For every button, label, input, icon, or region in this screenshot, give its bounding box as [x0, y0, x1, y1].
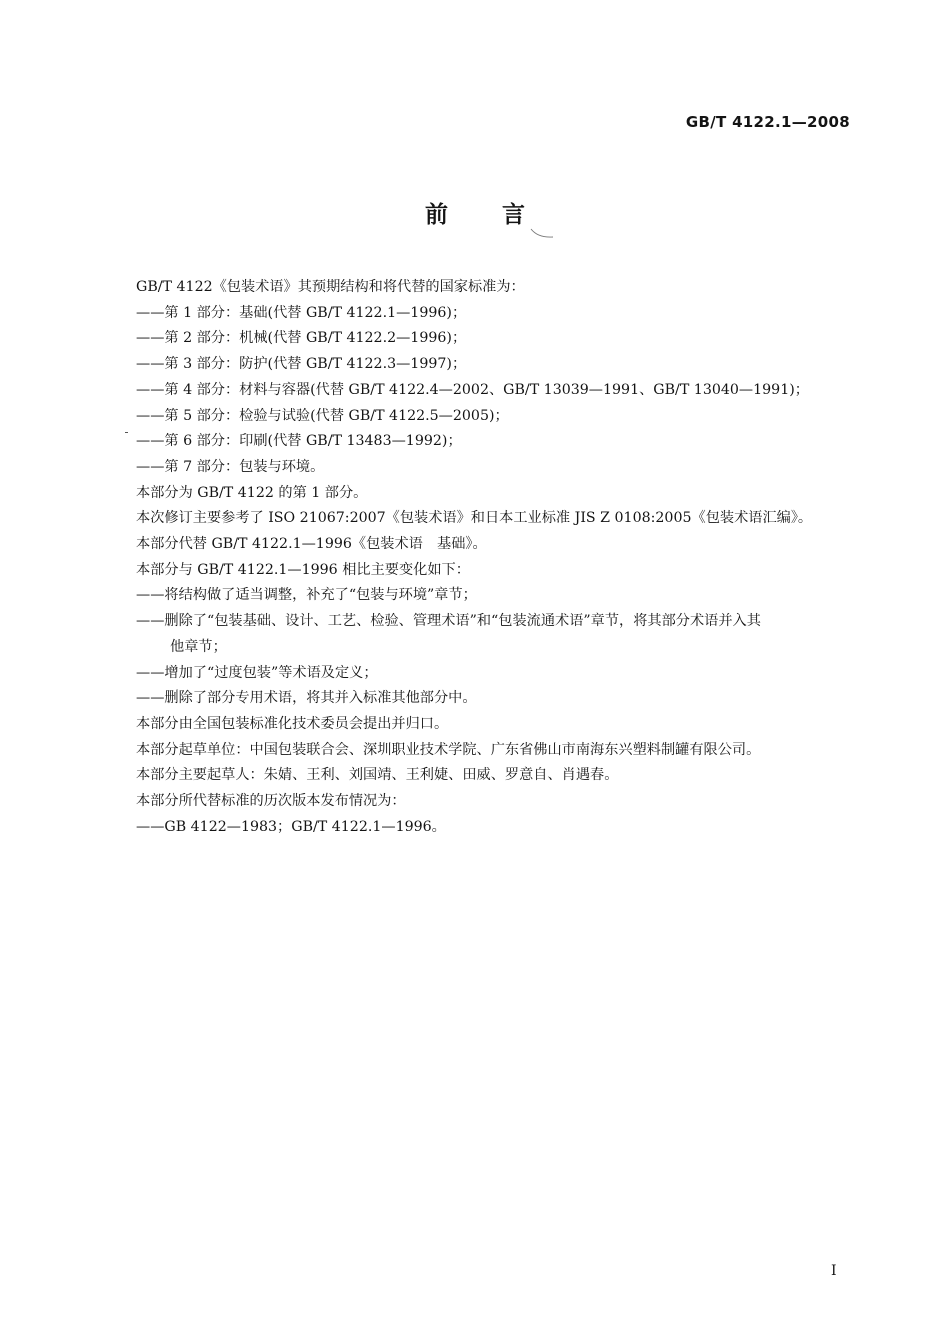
- page-number: I: [831, 1263, 837, 1279]
- list-item-part-7: ——第 7 部分：包装与环境。: [136, 458, 325, 475]
- paragraph-part-statement: 本部分为 GB/T 4122 的第 1 部分。: [136, 484, 368, 501]
- list-item-part-5: ——第 5 部分：检验与试验(代替 GB/T 4122.5—2005)；: [136, 407, 509, 424]
- page-title: 前言: [425, 202, 579, 228]
- paragraph-proposed-by: 本部分由全国包装标准化技术委员会提出并归口。: [136, 715, 449, 732]
- foreword-body: [107, 275, 852, 840]
- list-item-change-2: ——删除了“包装基础、设计、工艺、检验、管理术语”和“包装流通术语”章节，将其部分术语并入其: [136, 613, 761, 630]
- paragraph-replaces: 本部分代替 GB/T 4122.1—1996《包装术语 基础》。: [136, 536, 487, 553]
- paragraph-references: 本次修订主要参考了 ISO 21067:2007《包装术语》和日本工业标准 JIS Z 0108:2005《包装术语汇编》。: [136, 510, 813, 527]
- paragraph-drafting-units: 本部分起草单位：中国包装联合会、深圳职业技术学院、广东省佛山市南海东兴塑料制罐有限公司。: [136, 741, 761, 758]
- list-item-part-3: ——第 3 部分：防护(代替 GB/T 4122.3—1997)；: [136, 356, 467, 373]
- list-item-part-2: ——第 2 部分：机械(代替 GB/T 4122.2—1996)；: [136, 330, 467, 347]
- list-item-change-1: ——将结构做了适当调整，补充了“包装与环境”章节；: [136, 587, 477, 604]
- scan-mark: [530, 226, 554, 240]
- list-item-change-4: ——删除了部分专用术语，将其并入标准其他部分中。: [136, 690, 477, 707]
- standard-number: GB/T 4122.1—2008: [685, 113, 850, 131]
- list-item-history: ——GB 4122—1983；GB/T 4122.1—1996。: [136, 818, 446, 835]
- paragraph-drafters: 本部分主要起草人：朱婧、王利、刘国靖、王利婕、田威、罗意自、肖遇春。: [136, 767, 619, 784]
- list-item-part-4: ——第 4 部分：材料与容器(代替 GB/T 4122.4—2002、GB/T 13039—1991、GB/T 13040—1991)；: [136, 381, 809, 398]
- list-item-change-2-continued: 他章节；: [170, 638, 227, 655]
- paragraph-history-intro: 本部分所代替标准的历次版本发布情况为：: [136, 793, 406, 810]
- paragraph-structure-intro: GB/T 4122《包装术语》其预期结构和将代替的国家标准为：: [136, 279, 525, 295]
- list-item-change-3: ——增加了“过度包装”等术语及定义；: [136, 664, 378, 681]
- paragraph-changes-intro: 本部分与 GB/T 4122.1—1996 相比主要变化如下：: [136, 561, 470, 578]
- list-item-part-1: ——第 1 部分：基础(代替 GB/T 4122.1—1996)；: [136, 304, 467, 321]
- list-item-part-6: ——第 6 部分：印刷(代替 GB/T 13483—1992)；: [136, 433, 462, 450]
